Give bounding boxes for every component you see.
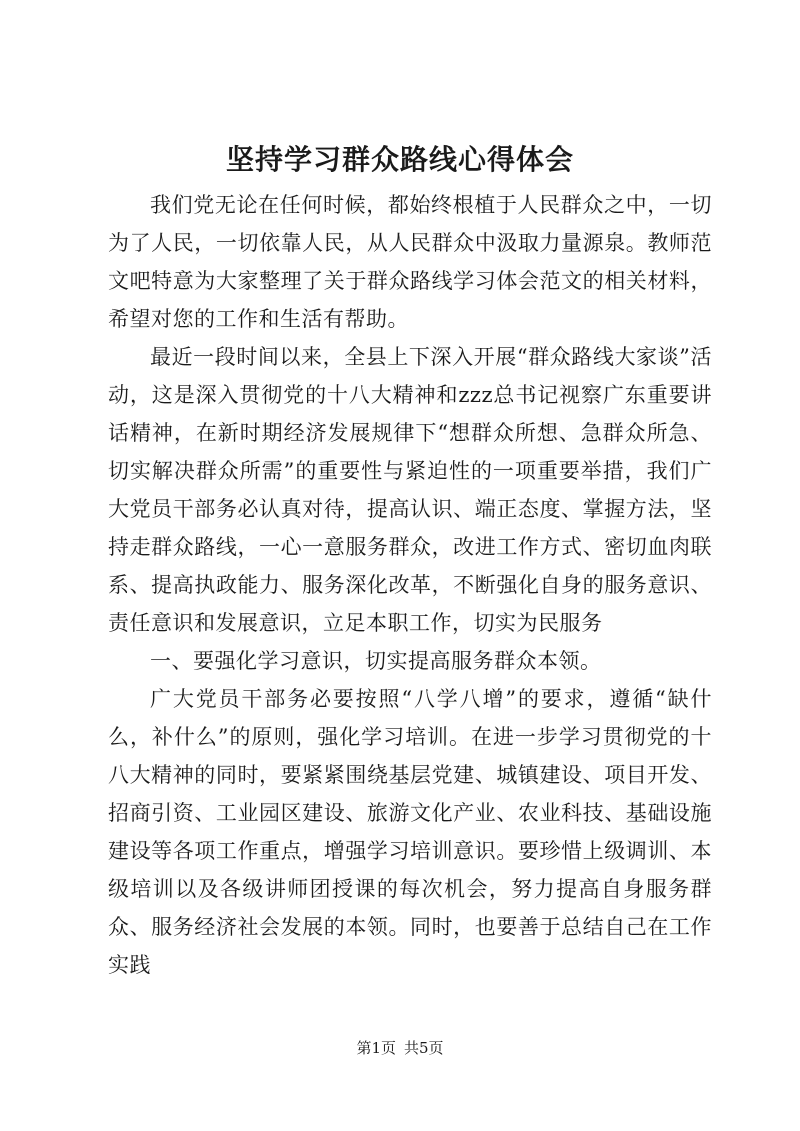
page-count: 共5页 [404,1039,444,1057]
page-number: 第1页 [356,1039,396,1057]
section-heading-1: 一、要强化学习意识，切实提高服务群众本领。 [150,649,602,673]
document-body [108,186,712,984]
paragraph-study: 广大党员干部务必要按照“八学八增”的要求，遵循“缺什么，补什么”的原则，强化学习培训。在进一步学习贯彻党的十八大精神的同时，要紧紧围绕基层党建、城镇建设、项目开发、招商引资、工业园区建设、旅游文化产业、农业科技、基础设施建设等各项工作重点，增强学习培训意识。要珍惜上级调训、本级培训以及各级讲师团授课的每次机会，努力提高自身服务群众、服务经济社会发展的本领。同时，也要善于总结自己在工作实践 [108,687,712,977]
paragraph-activity: 最近一段时间以来，全县上下深入开展“群众路线大家谈”活动，这是深入贯彻党的十八大精神和zzz总书记视察广东重要讲话精神，在新时期经济发展规律下“想群众所想、急群众所急、切实解决群众所需”的重要性与紧迫性的一项重要举措，我们广大党员干部务必认真对待，提高认识、端正态度、掌握方法，坚持走群众路线，一心一意服务群众，改进工作方式、密切血肉联系、提高执政能力、服务深化改革，不断强化自身的服务意识、责任意识和发展意识，立足本职工作，切实为民服务 [108,345,712,635]
page-title: 坚持学习群众路线心得体会 [225,143,574,176]
paragraph-intro: 我们党无论在任何时候，都始终根植于人民群众之中，一切为了人民，一切依靠人民，从人民群众中汲取力量源泉。教师范文吧特意为大家整理了关于群众路线学习体会范文的相关材料，希望对您的工作和生活有帮助。 [108,193,712,331]
page-footer [0,1038,800,1058]
